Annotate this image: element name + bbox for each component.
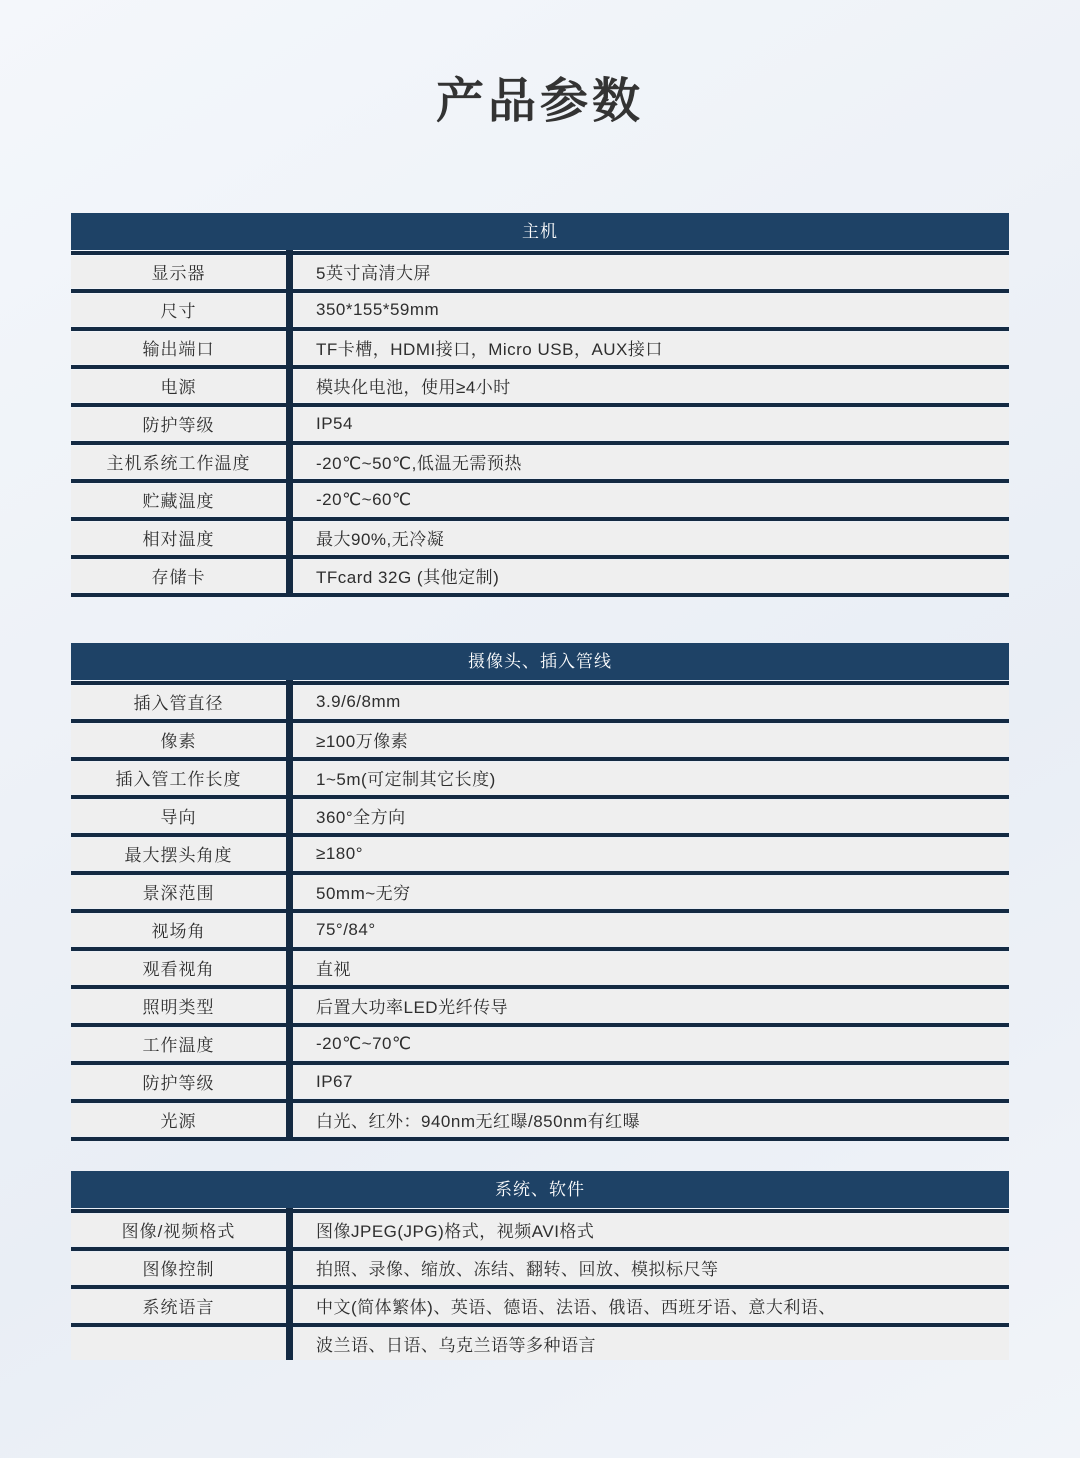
row-label: 存储卡 xyxy=(151,568,206,588)
table-row xyxy=(71,1028,1009,1060)
table-row xyxy=(71,1104,1009,1136)
table-row xyxy=(71,332,1009,364)
row-value: 50mm~无穷 xyxy=(316,884,411,904)
table-row xyxy=(71,686,1009,718)
row-label: 景深范围 xyxy=(142,884,215,904)
row-label: 观看视角 xyxy=(142,960,215,980)
row-label: 像素 xyxy=(160,732,197,752)
table-row xyxy=(71,408,1009,440)
column-divider xyxy=(286,1208,293,1360)
row-value: 最大90%,无冷凝 xyxy=(316,530,445,550)
row-value: 1~5m(可定制其它长度) xyxy=(316,770,496,790)
spec-tables-container xyxy=(71,213,1009,1360)
row-label: 插入管直径 xyxy=(133,694,224,714)
row-label: 防护等级 xyxy=(142,1074,215,1094)
table-row xyxy=(71,1290,1009,1322)
row-value: 75°/84° xyxy=(316,919,376,939)
table-row xyxy=(71,800,1009,832)
row-value: 350*155*59mm xyxy=(316,299,440,319)
spec-table-2 xyxy=(71,1171,1009,1360)
row-label: 工作温度 xyxy=(142,1036,215,1056)
table-row xyxy=(71,724,1009,756)
row-label: 导向 xyxy=(160,808,197,828)
table-row xyxy=(71,560,1009,592)
row-label: 相对温度 xyxy=(142,530,215,550)
table-bottom-border xyxy=(71,593,1009,597)
row-label: 防护等级 xyxy=(142,416,215,436)
row-value: -20℃~50℃,低温无需预热 xyxy=(316,454,522,474)
row-label: 尺寸 xyxy=(160,302,197,322)
row-label: 插入管工作长度 xyxy=(115,770,242,790)
table-row xyxy=(71,876,1009,908)
table-row xyxy=(71,914,1009,946)
row-value: TF卡槽，HDMI接口，Micro USB，AUX接口 xyxy=(316,340,663,360)
row-label: 电源 xyxy=(160,378,197,398)
table-row xyxy=(71,370,1009,402)
column-divider xyxy=(286,250,293,597)
table-row xyxy=(71,838,1009,870)
table-row xyxy=(71,484,1009,516)
column-divider xyxy=(286,680,293,1141)
row-value: 模块化电池，使用≥4小时 xyxy=(316,378,511,398)
table-header: 主机 xyxy=(71,213,1009,250)
row-value: -20℃~70℃ xyxy=(316,1033,412,1053)
table-row xyxy=(71,522,1009,554)
row-value: 波兰语、日语、乌克兰语等多种语言 xyxy=(316,1336,596,1356)
spec-table-1 xyxy=(71,643,1009,1141)
row-value: 5英寸高清大屏 xyxy=(316,264,431,284)
row-label: 照明类型 xyxy=(142,998,215,1018)
row-label: 贮藏温度 xyxy=(142,492,215,512)
table-header: 系统、软件 xyxy=(71,1171,1009,1208)
row-value: -20℃~60℃ xyxy=(316,489,412,509)
row-value: 白光、红外：940nm无红曝/850nm有红曝 xyxy=(316,1112,641,1132)
row-value: TFcard 32G (其他定制) xyxy=(316,568,500,588)
spec-table-0 xyxy=(71,213,1009,597)
table-row xyxy=(71,294,1009,326)
row-label: 输出端口 xyxy=(142,340,215,360)
table-row xyxy=(71,256,1009,288)
row-label: 图像控制 xyxy=(142,1260,215,1280)
row-value: 后置大功率LED光纤传导 xyxy=(316,998,509,1018)
row-label: 视场角 xyxy=(151,922,206,942)
row-value: ≥180° xyxy=(316,843,363,863)
row-value: 360°全方向 xyxy=(316,808,406,828)
row-value: ≥100万像素 xyxy=(316,732,409,752)
row-label: 系统语言 xyxy=(142,1298,215,1318)
row-value: 图像JPEG(JPG)格式，视频AVI格式 xyxy=(316,1222,595,1242)
row-value: 3.9/6/8mm xyxy=(316,691,401,711)
row-value: 拍照、录像、缩放、冻结、翻转、回放、模拟标尺等 xyxy=(316,1260,719,1280)
row-label: 显示器 xyxy=(151,264,206,284)
row-value: 直视 xyxy=(316,960,351,980)
table-row xyxy=(71,762,1009,794)
row-value: IP67 xyxy=(316,1071,353,1091)
table-row xyxy=(71,1252,1009,1284)
table-header: 摄像头、插入管线 xyxy=(71,643,1009,680)
row-label: 光源 xyxy=(160,1112,197,1132)
row-value: 中文(简体繁体)、英语、德语、法语、俄语、西班牙语、意大利语、 xyxy=(316,1298,836,1318)
row-label: 主机系统工作温度 xyxy=(106,454,251,474)
row-label: 图像/视频格式 xyxy=(121,1222,236,1242)
table-row xyxy=(71,446,1009,478)
row-label: 最大摆头角度 xyxy=(124,846,233,866)
table-bottom-border xyxy=(71,1137,1009,1141)
table-row xyxy=(71,952,1009,984)
row-value: IP54 xyxy=(316,413,353,433)
page-title: 产品参数 xyxy=(435,75,644,128)
table-row xyxy=(71,1066,1009,1098)
table-row xyxy=(71,1328,1009,1360)
table-row xyxy=(71,1214,1009,1246)
table-row xyxy=(71,990,1009,1022)
